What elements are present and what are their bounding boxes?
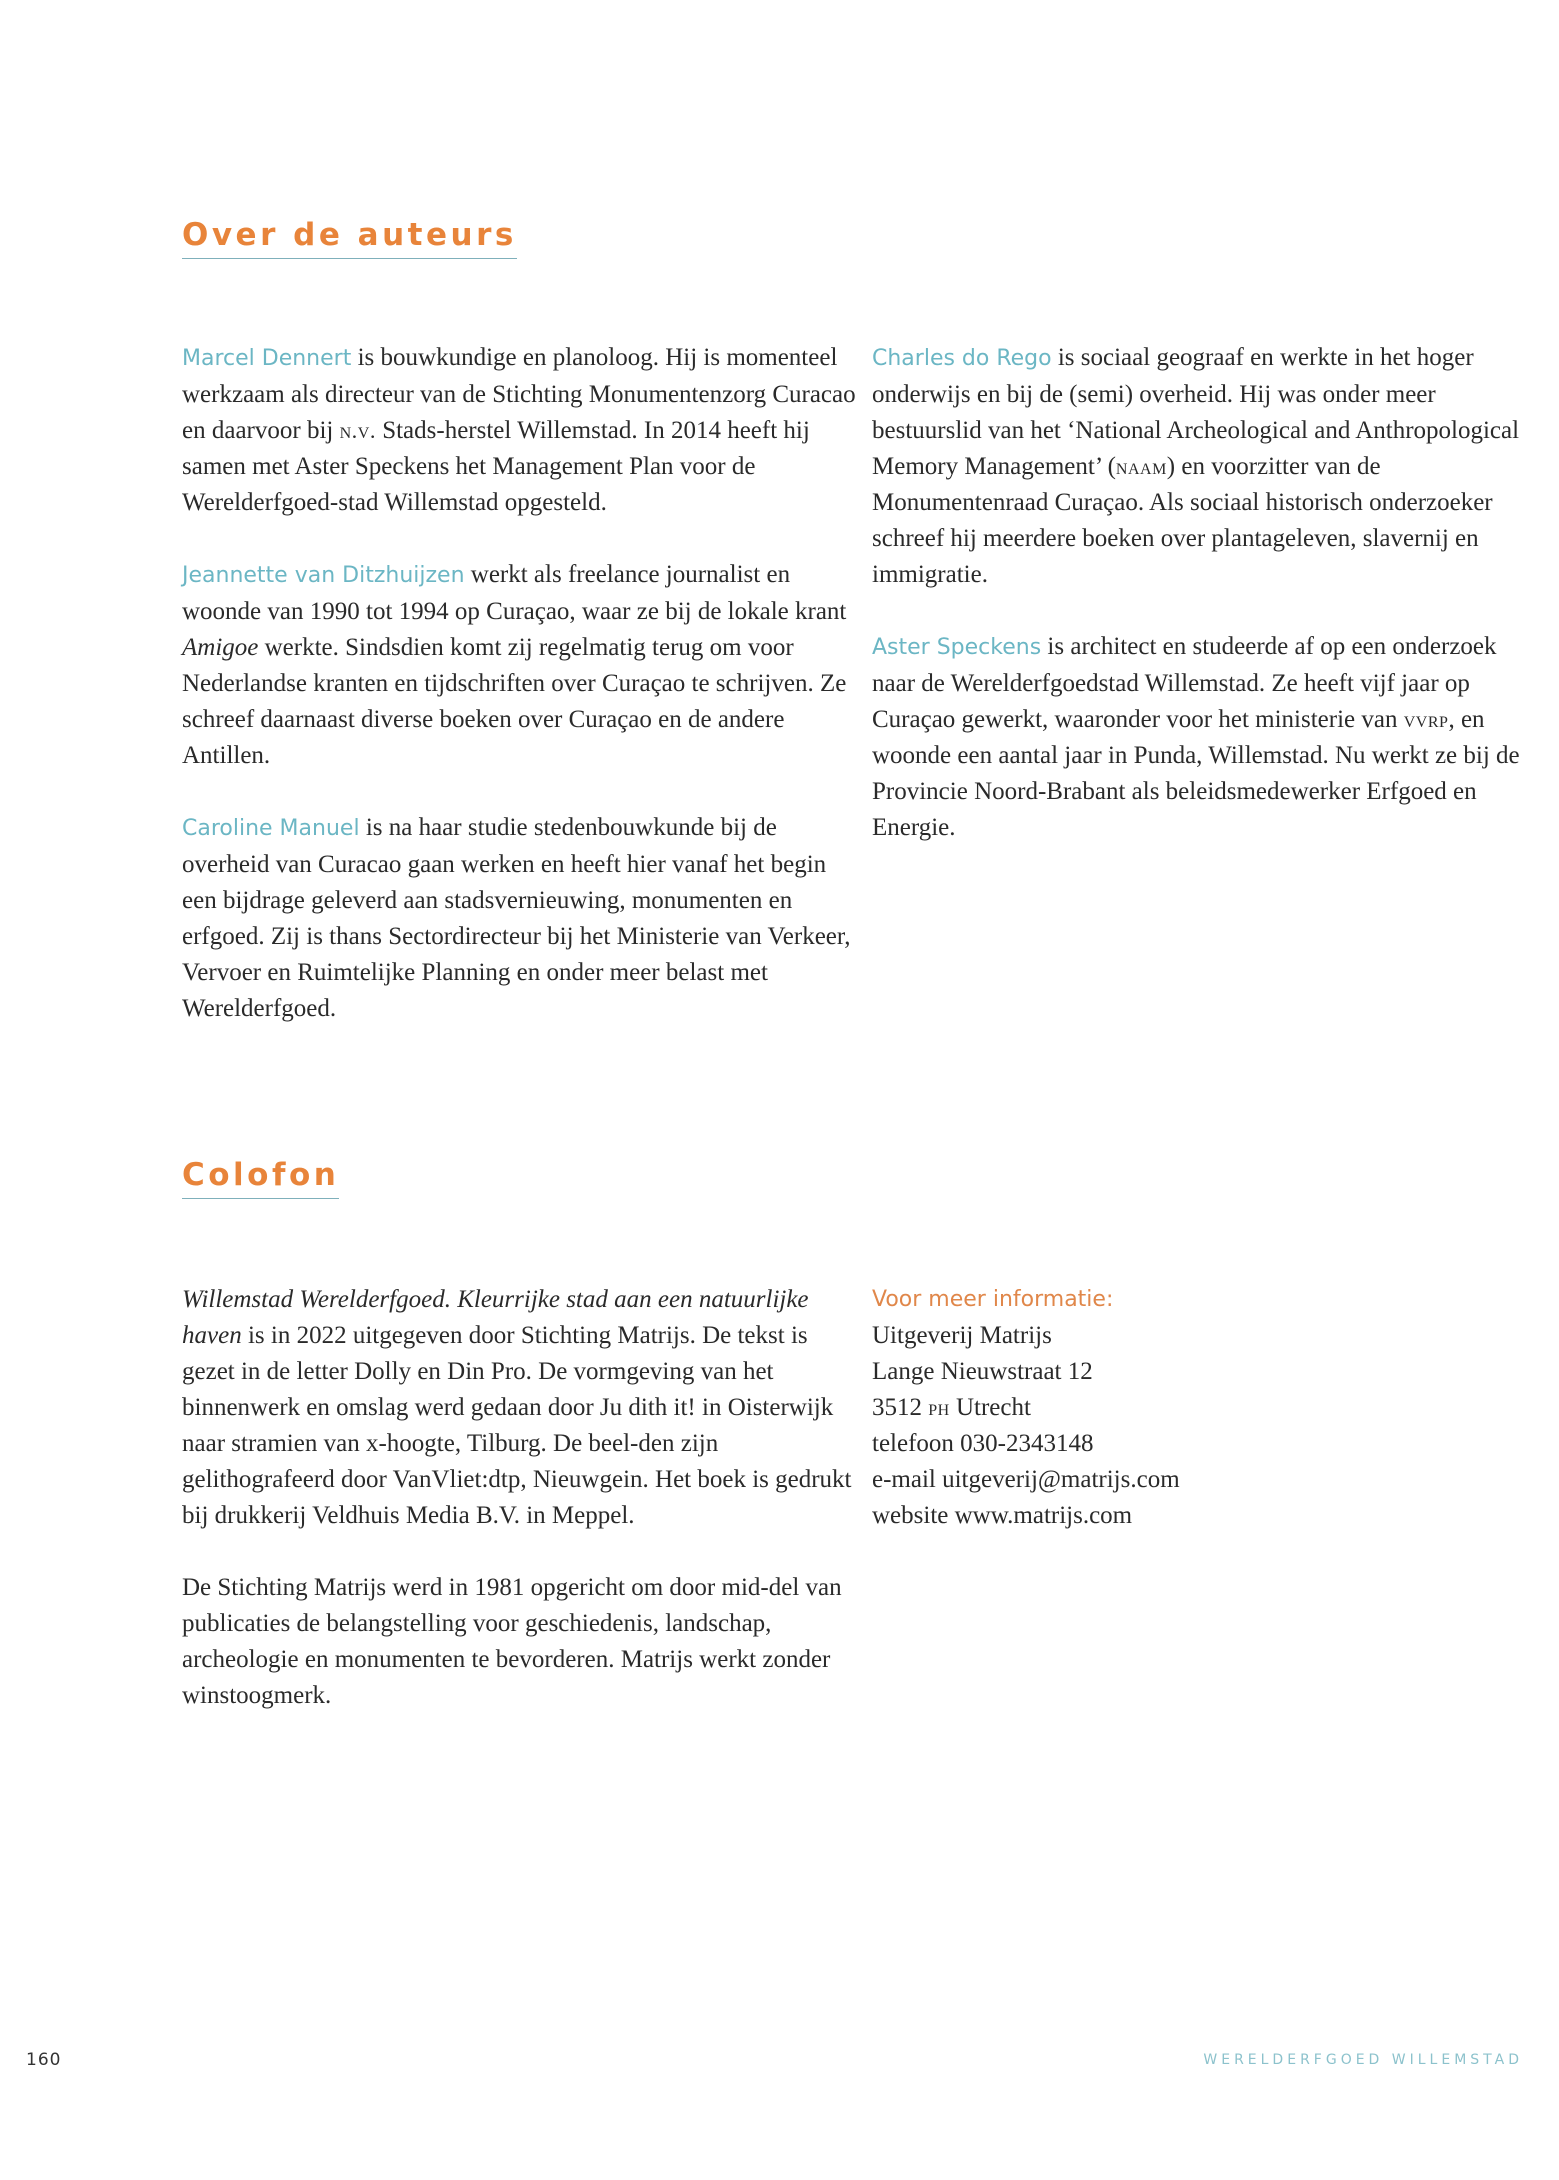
author-bio-text: is na haar studie stedenbouwkunde bij de overheid van Curacao gaan werken en heeft hier vanaf het begin een bijdrage geleverd aan stadsvernieuwing, monumenten en erfgoed. Zij is thans Sectordirecteur bij het Ministerie van Verkeer, Vervoer en Ruimtelijke Planning en onder meer belast met Werelderfgoed. <box>182 814 851 1022</box>
colofon-foundation-info: De Stichting Matrijs werd in 1981 opgericht om door mid-del van publicaties de belangstelling voor geschiedenis, landschap, archeologie en monumenten te bevorderen. Matrijs werkt zonder winstoogmerk. <box>182 1574 842 1709</box>
abbreviation: naam <box>1115 454 1167 479</box>
author-name: Aster Speckens <box>872 635 1042 660</box>
author-bio-text: werkt als freelance journalist en woonde van 1990 tot 1994 op Curaçao, waar ze bij de lokale krant <box>182 561 847 625</box>
author-bio-text: , en woonde een aantal jaar in Punda, Willemstad. Nu werkt ze bij de Provincie Noord-Brabant als beleidsmedewerker Erfgoed en Energie. <box>872 706 1520 841</box>
author-name: Jeannette van Ditzhuijzen <box>182 563 465 588</box>
author-bio-caroline-manuel <box>182 810 862 1027</box>
author-name: Charles do Rego <box>872 346 1052 371</box>
phone-number: telefoon 030-2343148 <box>872 1430 1094 1457</box>
page-number: 160 <box>26 2050 62 2070</box>
authors-heading: Over de auteurs <box>182 218 517 259</box>
postcode-number: 3512 <box>872 1394 929 1421</box>
book-title: Willemstad Werelderfgoed. Kleurrijke stad aan een natuurlijke haven <box>182 1286 809 1349</box>
author-bio-text: Stads-herstel Willemstad. In 2014 heeft hij samen met Aster Speckens het Management Plan voor de Werelderfgoed-stad Willemstad opgesteld. <box>182 417 810 516</box>
city: Utrecht <box>949 1394 1031 1421</box>
street-address: Lange Nieuwstraat 12 <box>872 1358 1093 1385</box>
author-bio-text: ) en voorzitter van de Monumentenraad Curaçao. Als sociaal historisch onderzoeker schreef hij meerdere boeken over plantageleven, slavernij en immigratie. <box>872 453 1493 588</box>
publisher-name: Uitgeverij Matrijs <box>872 1322 1052 1349</box>
authors-left-column <box>182 340 862 1063</box>
authors-right-column <box>872 340 1522 882</box>
author-bio-aster-speckens <box>872 629 1522 846</box>
author-bio-jeannette-van-ditzhuijzen <box>182 557 862 774</box>
contact-info-title: Voor meer informatie: <box>872 1287 1114 1312</box>
abbreviation: vvrp <box>1403 707 1449 732</box>
author-bio-text: is sociaal geograaf en werkte in het hoger onderwijs en bij de (semi) overheid. Hij was onder meer bestuurslid van het ‘National Archeological and Anthropological Memory Management’ ( <box>872 344 1520 480</box>
colofon-heading: Colofon <box>182 1158 339 1199</box>
contact-info <box>872 1282 1472 1534</box>
postcode-letters: ph <box>928 1395 950 1420</box>
postal-address <box>872 1390 1472 1426</box>
author-bio-marcel-dennert <box>182 340 862 521</box>
colofon-left-column <box>182 1282 862 1750</box>
running-title: WERELDERFGOED WILLEMSTAD <box>1203 2052 1523 2068</box>
website-link[interactable]: website www.matrijs.com <box>872 1502 1133 1529</box>
colofon-publication-details <box>182 1282 862 1534</box>
colofon-text: is in 2022 uitgegeven door Stichting Matrijs. De tekst is gezet in de letter Dolly en Din Pro. De vormgeving van het binnenwerk en omslag werd gedaan door Ju dith it! in Oisterwijk naar stramien van x-hoogte, Tilburg. De beel-den zijn gelithografeerd door VanVliet:dtp, Nieuwgein. Het boek is gedrukt bij drukkerij Veldhuis Media B.V. in Meppel. <box>182 1322 852 1529</box>
author-bio-text: werkte. Sindsdien komt zij regelmatig terug om voor Nederlandse kranten en tijdschriften over Curaçao te schrijven. Ze schreef daarnaast diverse boeken over Curaçao en de andere Antillen. <box>182 634 847 769</box>
author-name: Marcel Dennert <box>182 346 352 371</box>
author-name: Caroline Manuel <box>182 816 360 841</box>
newspaper-title: Amigoe <box>182 634 259 661</box>
author-bio-charles-do-rego <box>872 340 1522 593</box>
email-address[interactable]: e-mail uitgeverij@matrijs.com <box>872 1466 1180 1493</box>
author-bio-text: is bouwkundige en planoloog. Hij is momenteel werkzaam als directeur van de Stichting Monumentenzorg Curacao en daarvoor bij <box>182 344 856 444</box>
abbreviation: n.v. <box>339 418 376 443</box>
author-bio-text: is architect en studeerde af op een onderzoek naar de Werelderfgoedstad Willemstad. Ze heeft vijf jaar op Curaçao gewerkt, waaronder voor het ministerie van <box>872 633 1497 733</box>
